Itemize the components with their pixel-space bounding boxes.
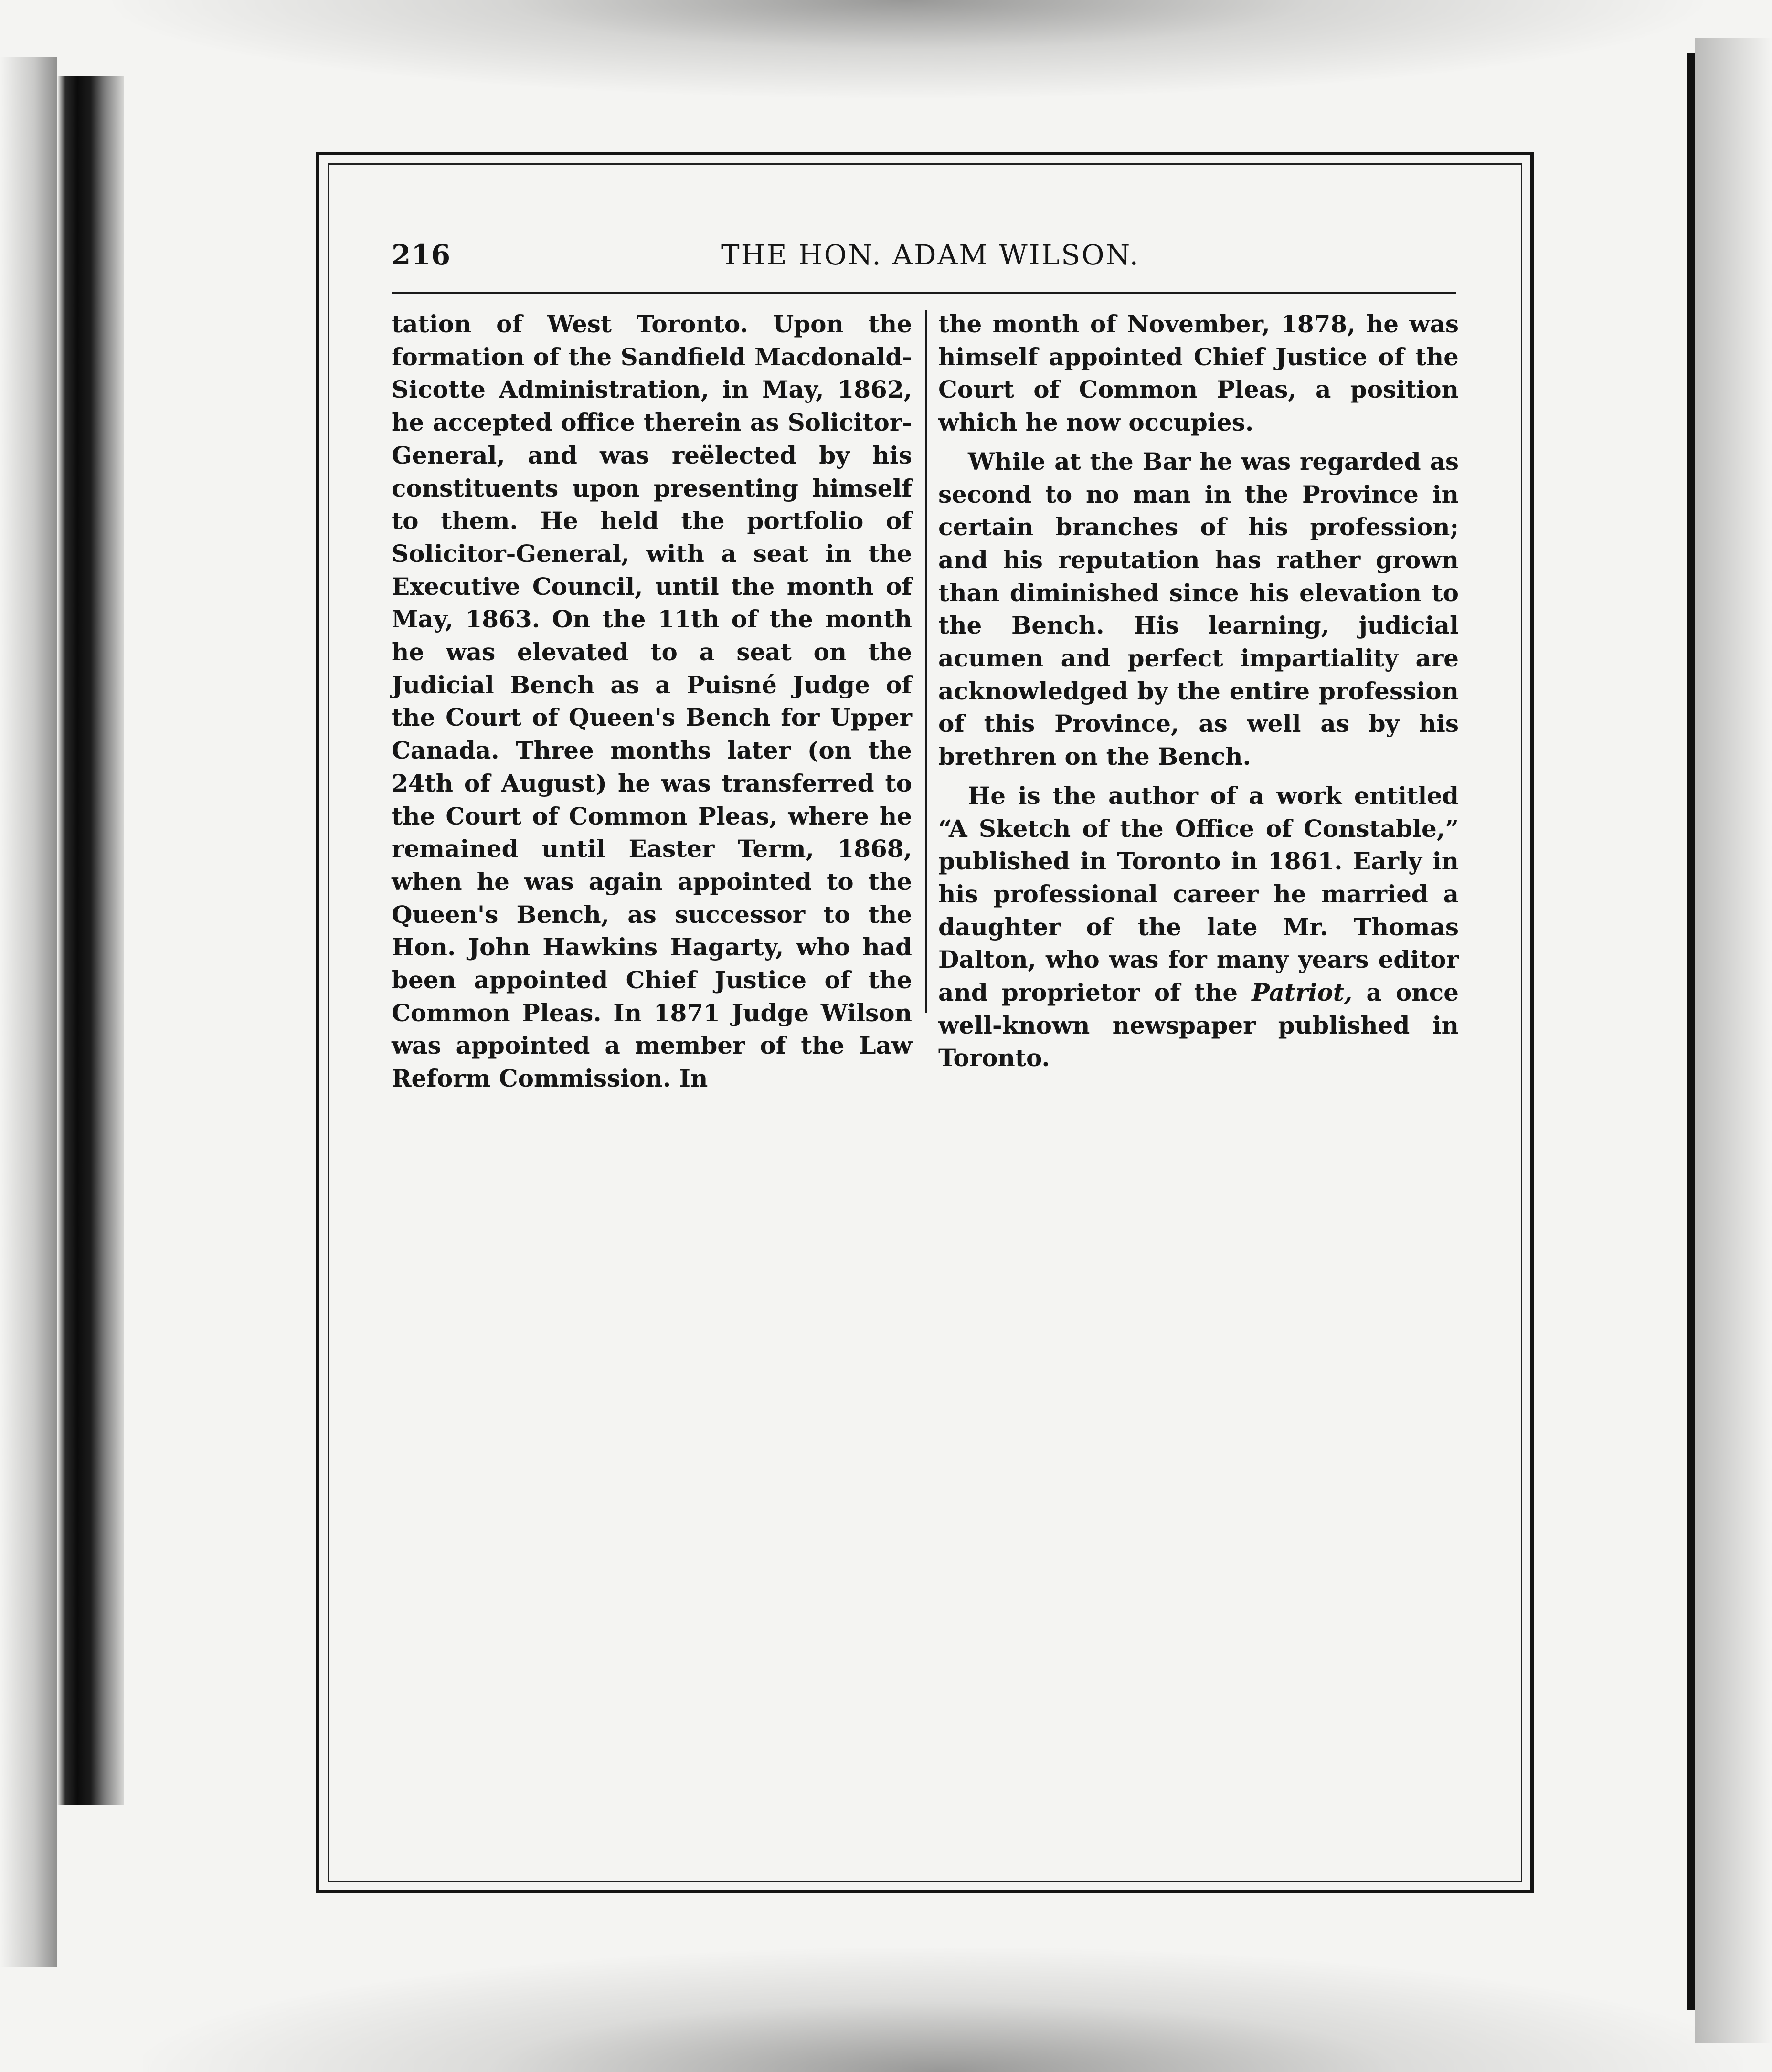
paragraph: tation of West Toronto. Upon the formation of the Sandfield Macdonald-Sicotte Administration, in May, 1862, he accepted office therein as Solicitor-General, and was reëlected by his constituents upon presenting himself to them. He held the portfolio of Solicitor-General, with a seat in the Executive Council, until the month of May, 1863. On the 11th of the month he was elevated to a seat on the Judicial Bench as a Puisné Judge of the Court of Queen's Bench for Upper Canada. Three months later (on the 24th of August) he was transferred to the Court of Common Pleas, where he remained until Easter Term, 1868, when he was again appointed to the Queen's Bench, as successor to the Hon. John Hawkins Hagarty, who had been appointed Chief Justice of the Common Pleas. In 1871 Judge Wilson was appointed a member of the Law Reform Commission. In <box>392 310 912 1093</box>
scan-shadow-bottom <box>143 1948 1743 2072</box>
page-number: 216 <box>392 239 451 271</box>
paragraph: While at the Bar he was regarded as second to no man in the Province in certain branches of his profession; and his reputation has rather grown than diminished since his elevation to the Bench. His learning, judicial acumen and perfect impartiality are acknowledged by the entire profession of this Province, as well as by his brethren on the Bench. <box>938 447 1459 771</box>
page-edge-right <box>1687 53 1695 2010</box>
paragraph: the month of November, 1878, he was himself appointed Chief Justice of the Court of Common Pleas, a position which he now occupies. <box>938 310 1459 437</box>
scan-shadow-left <box>0 57 57 1967</box>
scan-shadow-right <box>1695 38 1772 2043</box>
newspaper-title: Patriot, <box>1252 978 1353 1007</box>
left-column <box>392 308 912 1095</box>
paragraph <box>938 780 1459 1075</box>
header-rule <box>392 292 1456 294</box>
running-head <box>392 239 1452 286</box>
column-divider <box>925 310 927 1013</box>
page-title: THE HON. ADAM WILSON. <box>721 239 1140 271</box>
scan-shadow-top <box>95 0 1719 100</box>
paragraph-text: a once well-known newspaper published in Toronto. <box>938 978 1459 1072</box>
book-spine-shadow <box>57 76 124 1805</box>
paragraph-text: He is the author of a work entitled “A Sketch of the Office of Constable,” published in Toronto in 1861. Early in his professional career he married a daughter of the late Mr. Thomas Dalton, who was for many years editor and proprietor of the <box>938 781 1459 1007</box>
right-column <box>938 308 1459 1075</box>
